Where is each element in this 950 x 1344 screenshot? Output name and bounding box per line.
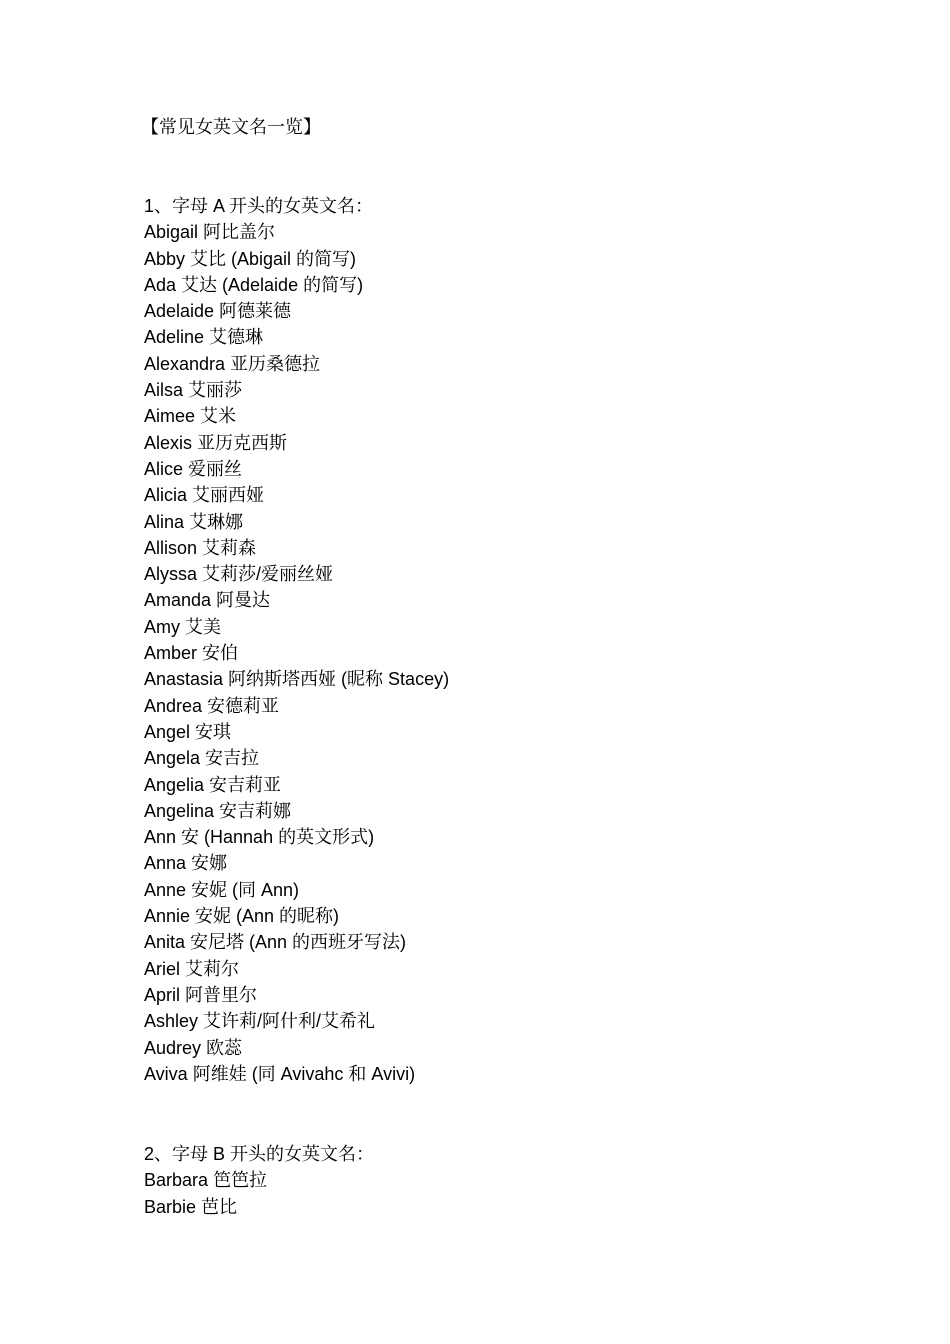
name-entry: Angelia 安吉莉亚 xyxy=(144,774,282,795)
name-entry: Alina 艾琳娜 xyxy=(144,511,244,532)
name-entry: Angela 安吉拉 xyxy=(144,748,260,769)
name-entry: Amy 艾美 xyxy=(144,616,222,637)
name-entry: Aimee 艾米 xyxy=(144,406,237,427)
name-entry: Angel 安琪 xyxy=(144,721,232,742)
name-entry: Barbara 笆笆拉 xyxy=(144,1170,268,1191)
name-entry: Abby 艾比 (Abigail 的简写) xyxy=(144,248,357,269)
name-entry: Anastasia 阿纳斯塔西娅 (昵称 Stacey) xyxy=(144,669,450,690)
name-entry: Ada 艾达 (Adelaide 的简写) xyxy=(144,274,364,295)
name-entry: Annie 安妮 (Ann 的昵称) xyxy=(144,906,340,927)
name-entry: Anne 安妮 (同 Ann) xyxy=(144,879,300,900)
name-entry: Barbie 芭比 xyxy=(144,1196,238,1217)
name-entry: Amanda 阿曼达 xyxy=(144,590,271,611)
name-entry: Alexis 亚历克西斯 xyxy=(144,432,288,453)
name-entry: Allison 艾莉森 xyxy=(144,537,257,558)
name-entry: Alyssa 艾莉莎/爱丽丝娅 xyxy=(144,564,334,585)
name-entry: Adeline 艾德琳 xyxy=(144,327,264,348)
name-entry: Anita 安尼塔 (Ann 的西班牙写法) xyxy=(144,932,407,953)
section-letter-b xyxy=(144,1141,924,1220)
name-entry: Alexandra 亚历桑德拉 xyxy=(144,353,321,374)
name-entry: Alicia 艾丽西娅 xyxy=(144,485,265,506)
name-entry: Ashley 艾许莉/阿什利/艾希礼 xyxy=(144,1011,376,1032)
name-entry: Ariel 艾莉尔 xyxy=(144,958,240,979)
document-title: 【常见女英文名一览】 xyxy=(141,117,321,137)
section-letter-a xyxy=(144,193,924,1087)
name-entry: Angelina 安吉莉娜 xyxy=(144,800,292,821)
name-entry: Amber 安伯 xyxy=(144,643,239,664)
name-entry: Aviva 阿维娃 (同 Avivahc 和 Avivi) xyxy=(144,1063,416,1084)
name-entry: Anna 安娜 xyxy=(144,853,228,874)
name-entry: Audrey 欧蕊 xyxy=(144,1037,243,1058)
name-entry: Abigail 阿比盖尔 xyxy=(144,222,276,243)
section-heading: 2、字母 B 开头的女英文名： xyxy=(144,1144,375,1164)
name-entry: Ailsa 艾丽莎 xyxy=(144,380,243,401)
name-entry: Ann 安 (Hannah 的英文形式) xyxy=(144,827,375,848)
name-entry: Adelaide 阿德莱德 xyxy=(144,301,292,322)
name-entry: Alice 爱丽丝 xyxy=(144,458,243,479)
name-entry: April 阿普里尔 xyxy=(144,984,258,1005)
section-heading: 1、字母 A 开头的女英文名： xyxy=(144,196,374,216)
name-entry: Andrea 安德莉亚 xyxy=(144,695,280,716)
